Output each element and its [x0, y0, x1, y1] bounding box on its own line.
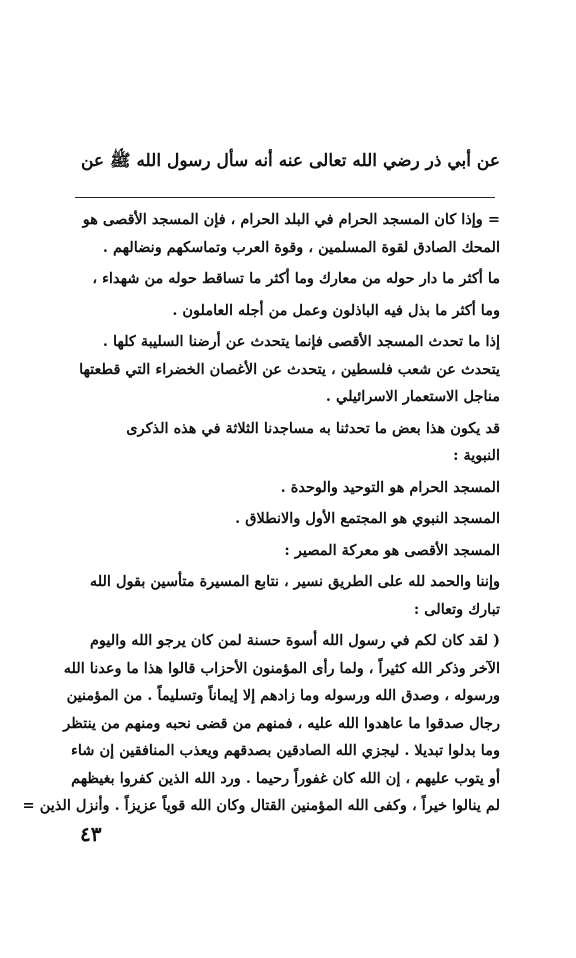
paragraph: [75, 328, 500, 411]
text-line: ورسوله ، وصدق الله ورسوله وما زادهم إلا إيماناً وتسليماً . من المؤمنين: [66, 687, 500, 704]
paragraph: [75, 415, 500, 470]
text-line: أو يتوب عليهم ، إن الله كان غفوراً رحيما . ورد الله الذين كفروا بغيظهم: [71, 769, 500, 787]
paragraph: [22, 627, 500, 820]
header-line: عن أبي ذر رضي الله تعالى عنه أنه سأل رسول الله ﷺ عن: [80, 151, 500, 171]
text-line: يتحدث عن شعب فلسطين ، يتحدث عن الأغصان الخضراء التي قطعتها: [79, 360, 500, 378]
text-line: قد يكون هذا بعض ما تحدثنا به مساجدنا الثلاثة في هذه الذكرى: [126, 419, 500, 437]
text-line: النبوية :: [453, 447, 500, 464]
text-line: وما أكثر ما بذل فيه الباذلون وعمل من أجله العاملون .: [172, 301, 500, 319]
paragraph: [75, 568, 500, 623]
paragraph: [75, 505, 500, 533]
paragraph: [75, 474, 500, 502]
text-line: لم ينالوا خيراً ، وكفى الله المؤمنين القتال وكان الله قوياً عزيزاً . وأنزل الذين =: [22, 797, 500, 814]
text-line: وإننا والحمد لله على الطريق نسير ، نتابع المسيرة متأسين بقول الله: [89, 573, 500, 590]
text-line: المحك الصادق لقوة المسلمين ، وقوة العرب وتماسكهم ونضالهم .: [102, 238, 500, 256]
page-number: ٤٣: [80, 822, 102, 846]
text-line: وما بدلوا تبديلا . ليجزي الله الصادقين بصدقهم ويعذب المنافقين إن شاء: [71, 742, 500, 759]
text-line: المسجد الأقصى هو معركة المصير :: [284, 541, 500, 559]
text-line: المسجد النبوي هو المجتمع الأول والانطلاق .: [235, 510, 500, 527]
body-text: [22, 206, 500, 820]
text-line: ما أكثر ما دار حوله من معارك وما أكثر ما تساقط حوله من شهداء ،: [92, 270, 500, 287]
paragraph: [75, 537, 500, 565]
text-line: ( لقد كان لكم في رسول الله أسوة حسنة لمن كان يرجو الله واليوم: [89, 632, 500, 649]
paragraph: [75, 297, 500, 325]
text-line: مناجل الاستعمار الاسرائيلي .: [325, 388, 500, 405]
text-line: المسجد الحرام هو التوحيد والوحدة .: [280, 478, 500, 496]
paragraph: [75, 206, 500, 261]
separator-rule: [75, 197, 495, 198]
text-line: رجال صدقوا ما عاهدوا الله عليه ، فمنهم من قضى نحبه ومنهم من ينتظر: [63, 714, 500, 732]
paragraph: [75, 265, 500, 293]
text-line: إذا ما تحدث المسجد الأقصى فإنما يتحدث عن أرضنا السليبة كلها .: [102, 333, 500, 350]
text-line: = وإذا كان المسجد الحرام في البلد الحرام ، فإن المسجد الأقصى هو: [82, 211, 500, 228]
text-line: تبارك وتعالى :: [413, 600, 500, 618]
text-line: الآخر وذكر الله كثيراً ، ولما رأى المؤمنون الأحزاب قالوا هذا ما وعدنا الله: [63, 659, 500, 677]
